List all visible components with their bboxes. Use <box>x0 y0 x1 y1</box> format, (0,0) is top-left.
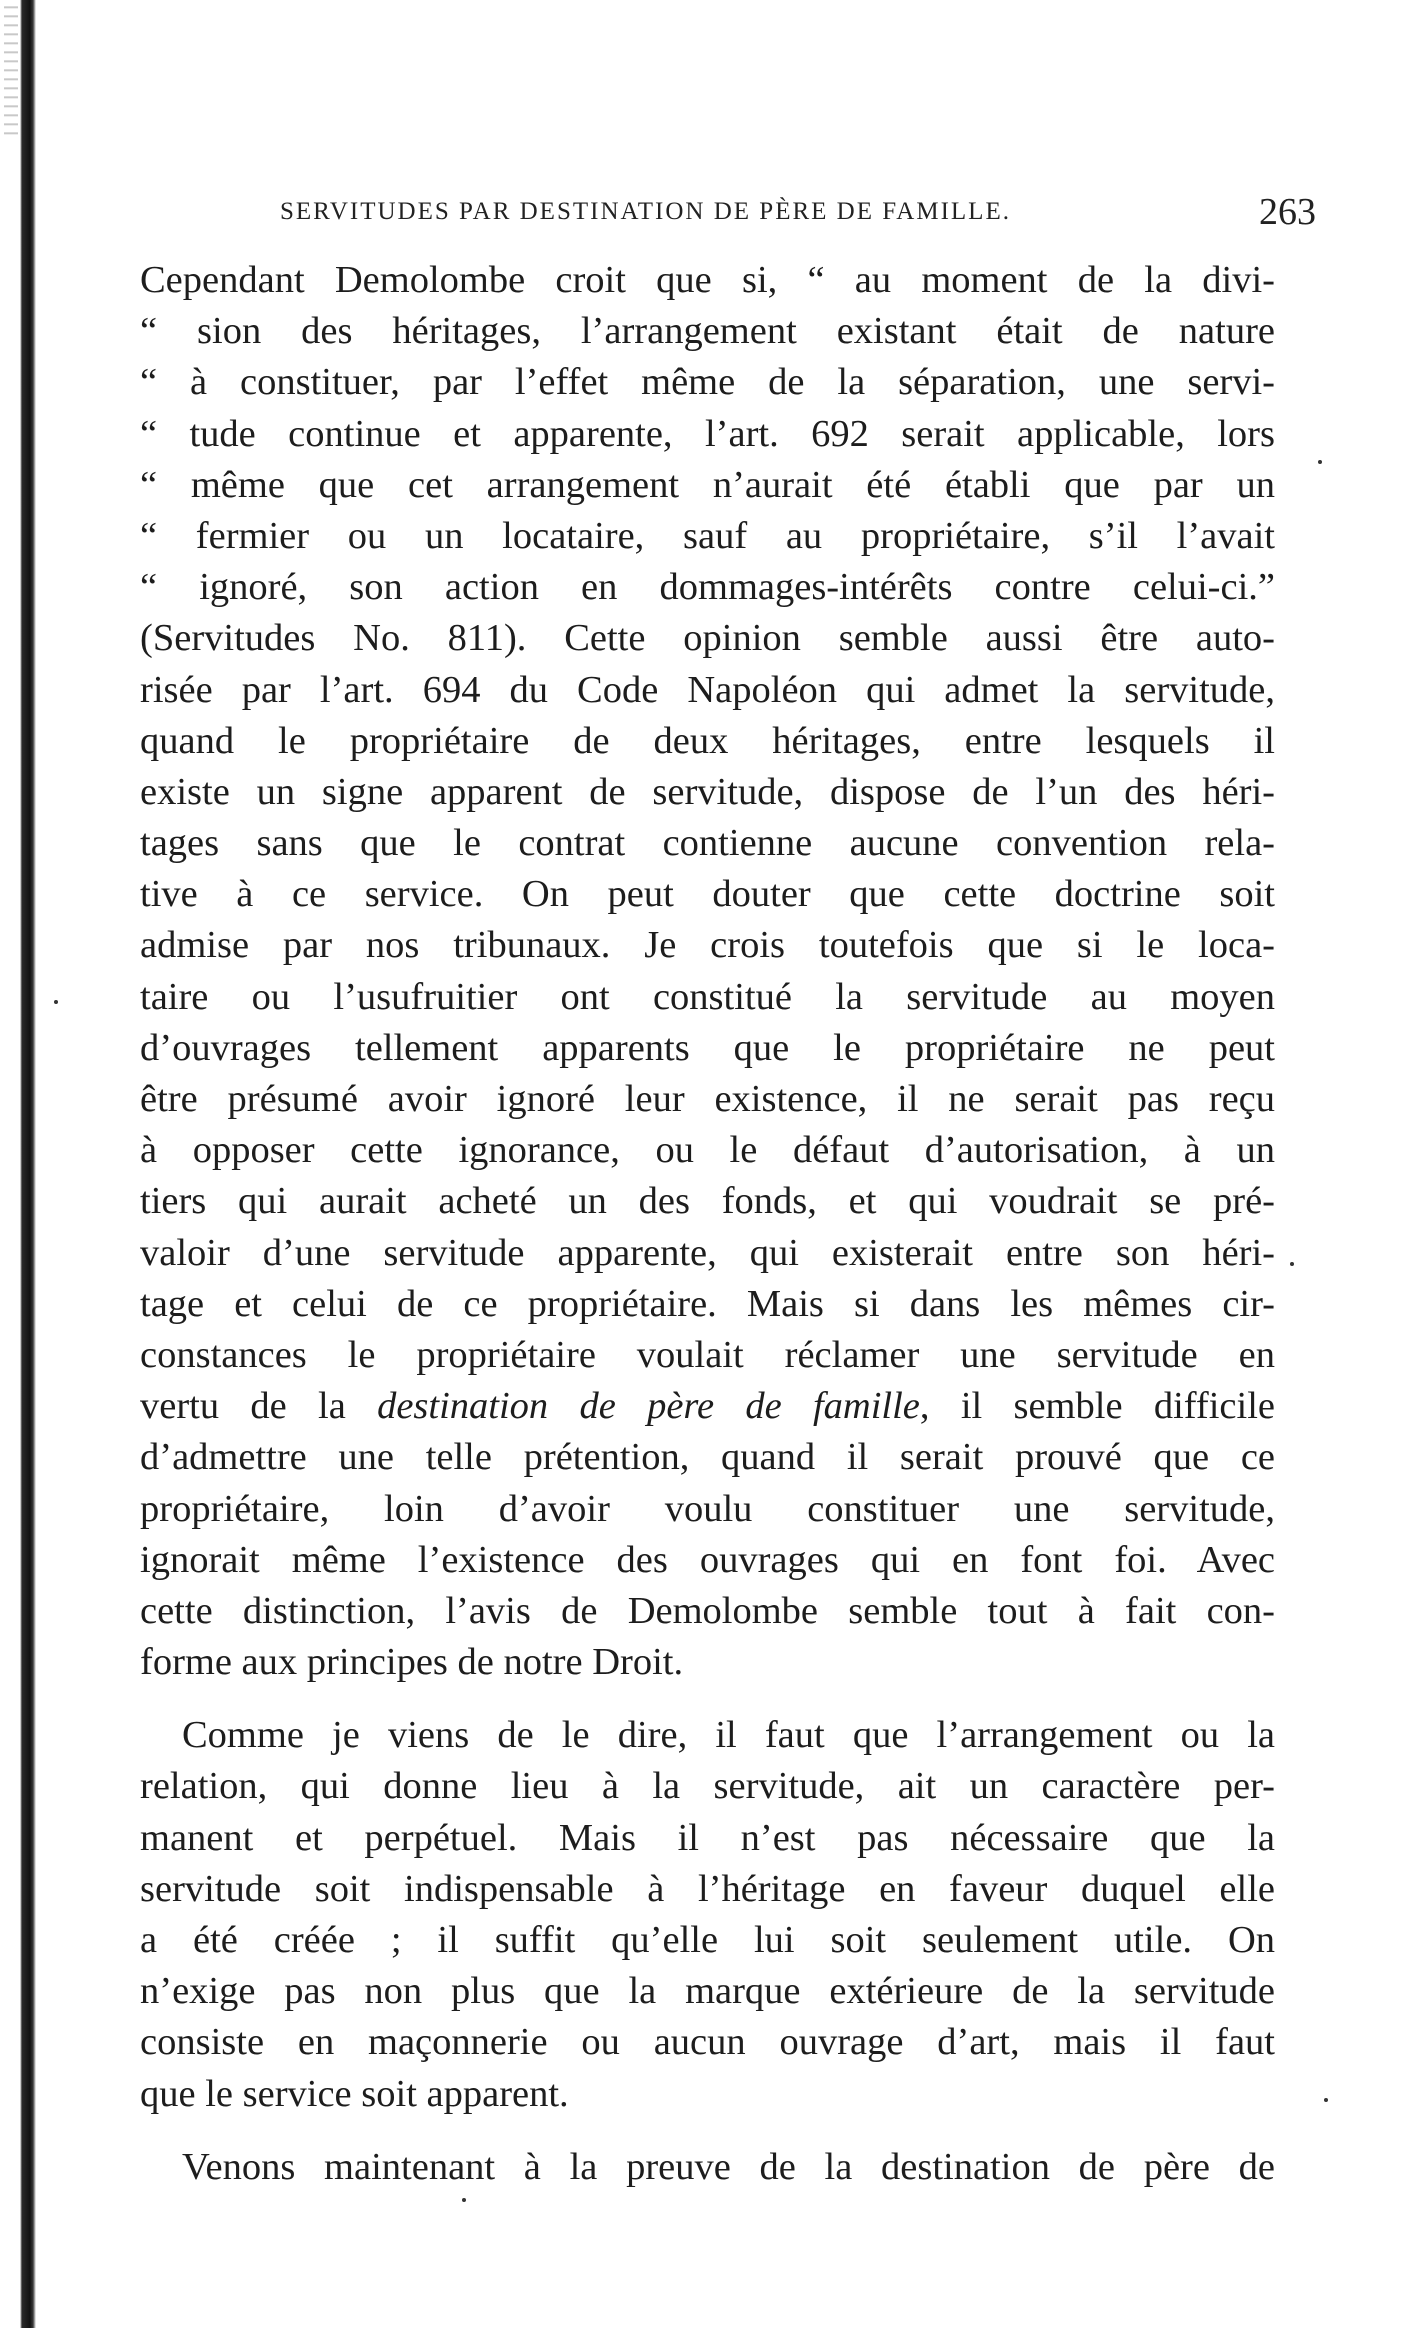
print-speck <box>462 2198 466 2202</box>
text-line: constances le propriétaire voulait réclamer une servitude en <box>140 1333 1275 1376</box>
text-line: “ à constituer, par l’effet même de la séparation, une servi- <box>140 361 1275 404</box>
text-line-with-italic <box>140 1381 1275 1432</box>
text-line: (Servitudes No. 811). Cette opinion semble aussi être auto- <box>140 617 1275 660</box>
italic-term: destination de père de famille <box>377 1385 920 1428</box>
text-line: Venons maintenant à la preuve de la destination de père de <box>182 2145 1275 2188</box>
text-line: a été créée ; il suffit qu’elle lui soit seulement utile. On <box>140 1919 1275 1961</box>
paragraph-gap <box>140 1688 1275 1710</box>
text-line: que le service soit apparent. <box>140 2072 569 2115</box>
print-speck <box>54 1000 58 1004</box>
text-line: taire ou l’usufruitier ont constitué la servitude au moyen <box>140 975 1275 1018</box>
text-line: servitude soit indispensable à l’héritage en faveur duquel elle <box>140 1867 1275 1910</box>
text-line: admise par nos tribunaux. Je crois toutefois que si le loca- <box>140 924 1275 967</box>
text-line: “ sion des héritages, l’arrangement existant était de nature <box>140 310 1275 353</box>
text-line: consiste en maçonnerie ou aucun ouvrage d’art, mais il faut <box>140 2021 1275 2064</box>
text-line: tive à ce service. On peut douter que cette doctrine soit <box>140 873 1275 916</box>
text-line: relation, qui donne lieu à la servitude, ait un caractère per- <box>140 1765 1275 1808</box>
text-line: Cependant Demolombe croit que si, “ au moment de la divi- <box>140 259 1275 301</box>
text-fragment: vertu de la <box>140 1385 378 1428</box>
print-speck <box>1318 460 1322 464</box>
print-speck <box>1324 2098 1328 2102</box>
text-line: valoir d’une servitude apparente, qui existerait entre son héri- <box>140 1231 1275 1274</box>
text-fragment: , il semble difficile <box>919 1385 1275 1428</box>
text-line: “ même que cet arrangement n’aurait été établi que par un <box>140 463 1275 506</box>
text-line: quand le propriétaire de deux héritages, entre lesquels il <box>140 719 1275 762</box>
running-head <box>100 180 1316 240</box>
text-line: tages sans que le contrat contienne aucune convention rela- <box>140 822 1275 865</box>
text-line: “ tude continue et apparente, l’art. 692 serait applicable, lors <box>140 412 1275 455</box>
text-line: d’admettre une telle prétention, quand il serait prouvé que ce <box>140 1436 1275 1479</box>
text-line: manent et perpétuel. Mais il n’est pas nécessaire que la <box>140 1816 1275 1859</box>
text-line: ignorait même l’existence des ouvrages qui en font foi. Avec <box>140 1538 1275 1581</box>
text-line: Comme je viens de le dire, il faut que l’arrangement ou la <box>182 1714 1275 1757</box>
text-line: existe un signe apparent de servitude, dispose de l’un des héri- <box>140 770 1275 813</box>
print-speck <box>1290 1262 1294 1266</box>
paragraph-gap <box>140 2120 1275 2142</box>
text-line: “ ignoré, son action en dommages-intérêts contre celui-ci.” <box>140 566 1275 609</box>
text-line: tage et celui de ce propriétaire. Mais si dans les mêmes cir- <box>140 1282 1275 1325</box>
text-line: propriétaire, loin d’avoir voulu constituer une servitude, <box>140 1487 1275 1530</box>
text-line: à opposer cette ignorance, ou le défaut d’autorisation, à un <box>140 1129 1275 1172</box>
text-line: forme aux principes de notre Droit. <box>140 1641 684 1684</box>
page-number: 263 <box>1259 191 1316 233</box>
text-line: n’exige pas non plus que la marque extérieure de la servitude <box>140 1970 1275 2013</box>
book-page <box>100 180 1316 2188</box>
binding-texture <box>4 0 18 140</box>
text-line: “ fermier ou un locataire, sauf au propriétaire, s’il l’avait <box>140 514 1275 557</box>
page-binding-edge <box>0 0 40 2328</box>
text-line: tiers qui aurait acheté un des fonds, et qui voudrait se pré- <box>140 1180 1275 1223</box>
running-title: SERVITUDES PAR DESTINATION DE PÈRE DE FAMILLE. <box>280 198 1011 225</box>
text-line: cette distinction, l’avis de Demolombe semble tout à fait con- <box>140 1589 1275 1632</box>
text-line: risée par l’art. 694 du Code Napoléon qui admet la servitude, <box>140 668 1275 711</box>
body-text <box>140 255 1275 2193</box>
text-line: d’ouvrages tellement apparents que le propriétaire ne peut <box>140 1026 1275 1069</box>
text-line: être présumé avoir ignoré leur existence, il ne serait pas reçu <box>140 1078 1275 1120</box>
